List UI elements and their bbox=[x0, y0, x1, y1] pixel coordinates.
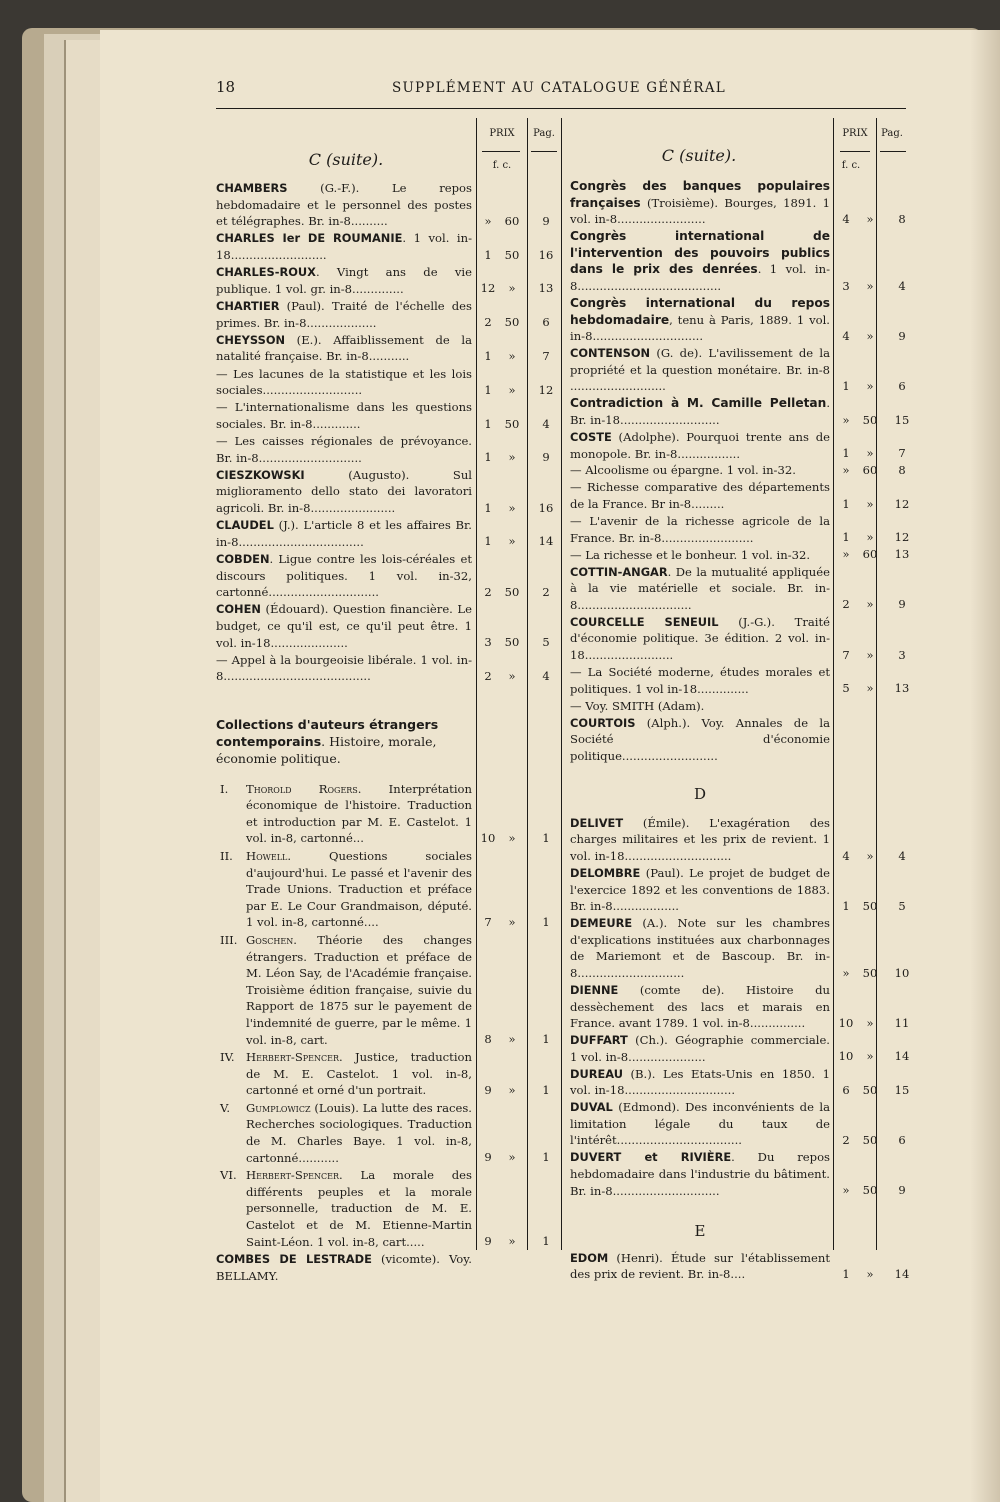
price-francs: » bbox=[842, 547, 850, 562]
price-centimes: » bbox=[866, 496, 874, 511]
price-centimes: » bbox=[508, 1032, 516, 1047]
page-ref: 13 bbox=[894, 681, 910, 696]
entry-text: — L'internationalisme dans les questions sociales. Br. in-8............. bbox=[216, 400, 472, 431]
price-francs: 10 bbox=[838, 1049, 854, 1064]
catalogue-entry bbox=[216, 517, 472, 550]
price-centimes: » bbox=[508, 830, 516, 845]
price-centimes: » bbox=[866, 597, 874, 612]
entry-heading: CHARTIER bbox=[216, 298, 280, 313]
catalogue-entry bbox=[570, 345, 830, 395]
entry-text: — La richesse et le bonheur. 1 vol. in-32. bbox=[570, 547, 811, 562]
price-centimes: » bbox=[866, 446, 874, 461]
entry-text: . Du repos hebdomadaire dans l'industrie du bâtiment. Br. in-8............................. bbox=[570, 1150, 830, 1198]
page-ref: 9 bbox=[898, 328, 906, 343]
price-francs: 1 bbox=[484, 247, 492, 262]
page-ref: 7 bbox=[542, 348, 550, 363]
price-centimes: » bbox=[866, 848, 874, 863]
entry-heading: EDOM bbox=[570, 1250, 609, 1265]
price-centimes: » bbox=[866, 530, 874, 545]
series-number: I. bbox=[220, 781, 229, 796]
catalogue-entry bbox=[570, 228, 830, 294]
running-title: SUPPLÉMENT AU CATALOGUE GÉNÉRAL bbox=[392, 80, 726, 96]
price-francs: » bbox=[484, 213, 492, 228]
catalogue-entry bbox=[570, 915, 830, 981]
entry-heading: CHARLES-ROUX bbox=[216, 265, 316, 280]
entry-text: — Les lacunes de la statistique et les lois sociales........................... bbox=[216, 366, 472, 398]
entry-heading: CHEYSSON bbox=[216, 332, 286, 347]
price-francs: 1 bbox=[842, 496, 850, 511]
price-centimes: 50 bbox=[862, 1133, 878, 1148]
price-centimes: » bbox=[508, 1082, 516, 1097]
entry-text: (Paul). Traité de l'échelle des primes. Br. in-8................... bbox=[216, 298, 472, 330]
series-text: . La morale des différents peuples et la morale personnelle, traduction de M. E. Castelot et de M. Etienne-Martin Saint-Léon. 1 vol. in-8, cart..... bbox=[246, 1168, 472, 1249]
price-francs: 2 bbox=[484, 669, 492, 683]
series-number: II. bbox=[220, 848, 233, 863]
left-pag-rule bbox=[527, 118, 528, 1250]
price-francs: 3 bbox=[842, 278, 850, 293]
entry-heading: Congrès international de l'intervention des pouvoirs publics dans le prix des denrées bbox=[570, 229, 830, 277]
price-centimes: » bbox=[866, 681, 874, 696]
entry-heading: Congrès des banques populaires françaises bbox=[570, 179, 830, 210]
price-francs: 2 bbox=[842, 1133, 850, 1148]
entry-heading: COMBES DE LESTRADE bbox=[216, 1252, 372, 1267]
catalogue-entry bbox=[216, 298, 472, 331]
catalogue-entry bbox=[216, 433, 472, 466]
price-francs: 9 bbox=[484, 1082, 492, 1097]
price-centimes: » bbox=[508, 1150, 516, 1165]
entry-text: . Br. in-18........................... bbox=[570, 396, 830, 427]
price-francs: 9 bbox=[484, 1234, 492, 1249]
price-francs: 1 bbox=[842, 1266, 850, 1281]
entry-text: (G. de). L'avilissement de la propriété et la question monétaire. Br. in-8 .......................... bbox=[570, 346, 830, 394]
entry-heading: COHEN bbox=[216, 602, 261, 617]
price-centimes: 50 bbox=[504, 247, 520, 262]
price-francs: » bbox=[842, 1183, 850, 1198]
entry-text: . Vingt ans de vie publique. 1 vol. gr. in-8.............. bbox=[216, 265, 472, 296]
entry-heading: DUREAU bbox=[570, 1066, 623, 1081]
series-text: (Louis). La lutte des races. Recherches sociologiques. Traduction de M. Charles Baye. 1 vol. in-8, cartonné........... bbox=[246, 1100, 472, 1165]
price-francs: 1 bbox=[484, 450, 492, 465]
left-prix-underline bbox=[482, 151, 520, 152]
entry-heading: Contradiction à M. Camille Pelletan bbox=[570, 396, 827, 411]
series-author: Herbert-Spencer bbox=[246, 1168, 339, 1183]
entry-text: (Paul). Le projet de budget de l'exercice 1892 et les conventions de 1883. Br. in-8.................. bbox=[570, 865, 830, 914]
page-ref: 1 bbox=[542, 914, 550, 929]
catalogue-entry bbox=[570, 865, 830, 915]
price-centimes: » bbox=[866, 1049, 874, 1064]
page-ref: 5 bbox=[898, 898, 906, 913]
entry-text: (Édouard). Question financière. Le budget, ce qu'il est, ce qu'il peut être. 1 vol. in-18..................... bbox=[216, 602, 472, 650]
price-centimes: » bbox=[866, 278, 874, 293]
page-ref: 1 bbox=[542, 1082, 550, 1097]
page-ref: 2 bbox=[542, 584, 550, 599]
catalogue-entry bbox=[570, 462, 830, 479]
price-francs: 5 bbox=[842, 681, 850, 696]
entry-heading: COBDEN bbox=[216, 552, 270, 567]
price-centimes: » bbox=[866, 328, 874, 343]
catalogue-entry bbox=[570, 982, 830, 1032]
series-text: . Théorie des changes étrangers. Traduction et préface de M. Léon Say, de l'Académie française. Troisième édition française, suivie du Rapport de 1875 sur le payement de l'indemnité de guerre, par le même. 1 vol. in-8, cart. bbox=[246, 932, 472, 1047]
catalogue-entry bbox=[570, 513, 830, 546]
catalogue-entry bbox=[570, 1066, 830, 1099]
entry-text: . 1 vol. in-8....................................... bbox=[570, 262, 830, 293]
entry-heading: CIESZKOWSKI bbox=[216, 467, 305, 482]
price-francs: 1 bbox=[842, 898, 850, 913]
catalogue-entry bbox=[570, 547, 830, 564]
entry-text: (Edmond). Des inconvénients de la limitation légale du taux de l'intérêt.................................. bbox=[570, 1100, 830, 1148]
price-centimes: 60 bbox=[862, 463, 878, 478]
catalogue-entry bbox=[570, 395, 830, 428]
right-pag-label: Pag. bbox=[881, 128, 903, 139]
entry-text: (comte de). Histoire du dessèchement des lacs et marais en France. avant 1789. 1 vol. in-8............... bbox=[570, 982, 830, 1031]
page-ref: 16 bbox=[538, 247, 554, 262]
price-centimes: 50 bbox=[862, 898, 878, 913]
series-author: Thorold Rogers bbox=[246, 781, 358, 796]
catalogue-entry bbox=[216, 332, 472, 365]
entry-text: — L'avenir de la richesse agricole de la France. Br. in-8......................... bbox=[570, 514, 830, 545]
entry-heading: COURCELLE SENEUIL bbox=[570, 614, 719, 629]
entry-text: (J.-G.). Traité d'économie politique. 3e édition. 2 vol. in-18........................ bbox=[570, 614, 830, 663]
left-column-title: C (suite). bbox=[308, 150, 384, 169]
catalogue-entry bbox=[570, 295, 830, 345]
page-ref: 8 bbox=[898, 463, 906, 478]
page-ref: 3 bbox=[898, 647, 906, 662]
entry-text: (Émile). L'exagération des charges militaires et les prix de revient. 1 vol. in-18............................. bbox=[570, 815, 830, 863]
page-ref: 4 bbox=[542, 416, 550, 431]
catalogue-entry bbox=[216, 366, 472, 399]
catalogue-entry bbox=[216, 264, 472, 297]
collections-heading bbox=[216, 716, 472, 767]
entry-heading: CONTENSON bbox=[570, 346, 651, 361]
page-ref: 4 bbox=[542, 669, 550, 683]
entry-heading: CHARLES Ier DE ROUMANIE bbox=[216, 231, 403, 246]
price-centimes: 50 bbox=[862, 965, 878, 980]
entry-text: . De la mutualité appliquée à la vie matérielle et sociale. Br. in-8............................... bbox=[570, 564, 830, 612]
price-francs: 4 bbox=[842, 211, 850, 226]
page-number: 18 bbox=[216, 78, 236, 96]
price-centimes: 60 bbox=[862, 547, 878, 562]
entry-text: (vicomte). Voy. BELLAMY. bbox=[216, 1252, 472, 1283]
price-francs: 9 bbox=[484, 1150, 492, 1165]
entry-heading: DUVAL bbox=[570, 1100, 613, 1115]
entry-text: (Adolphe). Pourquoi trente ans de monopole. Br. in-8................. bbox=[570, 429, 830, 461]
series-entry bbox=[246, 1167, 472, 1250]
series-entry bbox=[246, 1049, 472, 1099]
entry-text: (Ch.). Géographie commerciale. 1 vol. in-8..................... bbox=[570, 1033, 830, 1064]
series-entry bbox=[246, 848, 472, 931]
price-francs: 8 bbox=[484, 1032, 492, 1047]
price-francs: » bbox=[842, 463, 850, 478]
catalogue-entry bbox=[570, 715, 830, 765]
price-francs: » bbox=[842, 965, 850, 980]
price-centimes: » bbox=[508, 348, 516, 363]
price-centimes: » bbox=[866, 1266, 874, 1281]
entry-text: — Les caisses régionales de prévoyance. Br. in-8............................ bbox=[216, 434, 472, 465]
series-text: . Questions sociales d'aujourd'hui. Le passé et l'avenir des Trade Unions. Traduction et préface par E. Le Cour Grandmaison, député. 1 vol. in-8, cartonné.... bbox=[246, 848, 472, 930]
entry-text: (A.). Note sur les chambres d'explications instituées aux charbonnages de Mariemont et de Bascoup. Br. in-8............................. bbox=[570, 916, 830, 980]
catalogue-entry bbox=[570, 664, 830, 697]
entry-text: (Henri). Étude sur l'établissement des prix de revient. Br. in-8.... bbox=[570, 1250, 830, 1282]
entry-text: . Ligue contre les lois-céréales et discours politiques. 1 vol. in-32, cartonné.............................. bbox=[216, 552, 472, 600]
price-francs: 4 bbox=[842, 848, 850, 863]
series-number: III. bbox=[220, 932, 238, 947]
catalogue-entry bbox=[570, 1250, 830, 1283]
page-ref: 14 bbox=[538, 534, 554, 549]
price-centimes: 60 bbox=[504, 213, 520, 228]
series-entry bbox=[246, 781, 472, 847]
price-centimes: » bbox=[508, 1234, 516, 1249]
catalogue-entry bbox=[570, 1099, 830, 1149]
series-author: Goschen bbox=[246, 932, 294, 947]
price-francs: 4 bbox=[842, 328, 850, 343]
price-centimes: 50 bbox=[862, 1183, 878, 1198]
page-ref: 4 bbox=[898, 278, 906, 293]
price-francs: 12 bbox=[480, 281, 496, 296]
entry-text: . 1 vol. in-18.......................... bbox=[216, 231, 473, 262]
price-centimes: » bbox=[508, 500, 516, 515]
catalogue-entry bbox=[216, 601, 472, 651]
catalogue-entry bbox=[570, 178, 830, 228]
catalogue-entry bbox=[570, 564, 830, 614]
catalogue-entry bbox=[570, 479, 830, 512]
page-ref: 13 bbox=[538, 281, 554, 296]
price-centimes: » bbox=[508, 382, 516, 397]
entry-heading: COTTIN-ANGAR bbox=[570, 564, 668, 579]
right-prix-underline bbox=[840, 151, 870, 152]
page-ref: 9 bbox=[542, 450, 550, 465]
series-author: Gumplowicz bbox=[246, 1100, 311, 1115]
page-ref: 4 bbox=[898, 848, 906, 863]
entry-text: (Troisième). Bourges, 1891. 1 vol. in-8........................ bbox=[570, 195, 830, 227]
price-centimes: 50 bbox=[862, 1082, 878, 1097]
page-ref: 11 bbox=[894, 1015, 910, 1030]
catalogue-entry bbox=[216, 1251, 472, 1284]
price-francs: 1 bbox=[484, 348, 492, 363]
price-centimes: » bbox=[866, 1015, 874, 1030]
price-centimes: 50 bbox=[862, 412, 878, 427]
entry-text: (J.). L'article 8 et les affaires Br. in-8.................................. bbox=[216, 518, 472, 549]
price-francs: 2 bbox=[484, 584, 492, 599]
catalogue-entry bbox=[570, 698, 830, 715]
series-entry bbox=[246, 1100, 472, 1166]
entry-heading: Congrès international du repos hebdomadaire bbox=[570, 295, 830, 327]
price-francs: 1 bbox=[484, 416, 492, 431]
price-francs: 10 bbox=[838, 1015, 854, 1030]
entry-text: (Augusto). Sul miglioramento dello stato dei lavoratori agricoli. Br. in-8....................... bbox=[216, 467, 472, 516]
catalogue-entry bbox=[570, 1149, 830, 1199]
entry-text: — Appel à la bourgeoisie libérale. 1 vol. in-8........................................ bbox=[216, 652, 472, 684]
page-ref: 1 bbox=[542, 830, 550, 845]
left-pag-underline bbox=[531, 151, 557, 152]
catalogue-entry bbox=[216, 652, 472, 685]
page-ref: 14 bbox=[894, 1049, 910, 1064]
page-ref: 15 bbox=[894, 412, 910, 427]
catalogue-entry bbox=[570, 614, 830, 664]
price-centimes: » bbox=[508, 281, 516, 296]
page-ref: 10 bbox=[894, 965, 910, 980]
page-ref: 12 bbox=[538, 382, 554, 397]
entry-text: (E.). Affaiblissement de la natalité française. Br. in-8........... bbox=[216, 332, 472, 364]
page-ref: 9 bbox=[898, 597, 906, 612]
letter-heading-e: E bbox=[694, 1221, 706, 1240]
collections-title: Collections d'auteurs étrangers contemporains bbox=[216, 716, 439, 749]
page-ref: 5 bbox=[542, 635, 550, 650]
series-author: Howell bbox=[246, 848, 288, 863]
catalogue-entry bbox=[216, 467, 472, 517]
series-text: . Justice, traduction de M. E. Castelot. 1 vol. in-8, cartonné et orné d'un portrait. bbox=[246, 1050, 472, 1098]
page-ref: 6 bbox=[898, 378, 906, 393]
entry-heading: DUFFART bbox=[570, 1033, 628, 1048]
page-ref: 14 bbox=[894, 1266, 910, 1281]
entry-text: (G.-F.). Le repos hebdomadaire et le personnel des postes et télégraphes. Br. in-8.......... bbox=[216, 181, 472, 229]
price-centimes: 50 bbox=[504, 416, 520, 431]
page-ref: 12 bbox=[894, 530, 910, 545]
page-ref: 7 bbox=[898, 446, 906, 461]
series-text: . Interprétation économique de l'histoire. Traduction et introduction par M. E. Castelot. 1 vol. in-8, cartonné... bbox=[246, 781, 472, 846]
price-francs: 10 bbox=[480, 830, 496, 845]
entry-heading: DIENNE bbox=[570, 982, 619, 997]
catalogue-entry bbox=[216, 551, 472, 601]
price-centimes: » bbox=[508, 450, 516, 465]
price-francs: 1 bbox=[484, 382, 492, 397]
entry-heading: DUVERT et RIVIÈRE bbox=[570, 1150, 732, 1165]
entry-text: — Voy. SMITH (Adam). bbox=[570, 698, 705, 713]
price-francs: 2 bbox=[842, 597, 850, 612]
series-author: Herbert-Spencer bbox=[246, 1050, 339, 1065]
left-pag-label: Pag. bbox=[533, 128, 555, 139]
right-prix-label: PRIX bbox=[842, 128, 868, 139]
page-ref: 1 bbox=[542, 1150, 550, 1165]
catalogue-entry bbox=[570, 1032, 830, 1065]
page-ref: 12 bbox=[894, 496, 910, 511]
entry-heading: DEMEURE bbox=[570, 916, 633, 931]
price-centimes: 50 bbox=[504, 635, 520, 650]
price-centimes: » bbox=[866, 647, 874, 662]
page-ref: 8 bbox=[898, 211, 906, 226]
page-ref: 13 bbox=[894, 547, 910, 562]
entry-text: (B.). Les Etats-Unis en 1850. 1 vol. in-18.............................. bbox=[570, 1066, 830, 1098]
series-number: V. bbox=[220, 1100, 231, 1115]
price-centimes: » bbox=[508, 534, 516, 549]
page-ref: 6 bbox=[542, 315, 550, 330]
left-prix-label: PRIX bbox=[489, 128, 515, 139]
left-fc-label: f. c. bbox=[492, 160, 512, 171]
price-francs: 6 bbox=[842, 1082, 850, 1097]
header-rule bbox=[216, 108, 906, 109]
price-francs: 7 bbox=[842, 647, 850, 662]
price-francs: 1 bbox=[484, 534, 492, 549]
price-centimes: » bbox=[866, 378, 874, 393]
price-francs: » bbox=[842, 412, 850, 427]
right-fc-label: f. c. bbox=[841, 160, 861, 171]
entry-heading: COURTOIS bbox=[570, 715, 636, 730]
catalogue-entry bbox=[216, 180, 472, 230]
series-number: VI. bbox=[220, 1168, 237, 1183]
entry-heading: DELOMBRE bbox=[570, 865, 641, 880]
price-centimes: » bbox=[866, 211, 874, 226]
collections-text: . Histoire, morale, économie politique. bbox=[216, 733, 437, 766]
page-ref: 1 bbox=[542, 1234, 550, 1249]
price-centimes: 50 bbox=[504, 584, 520, 599]
catalogue-entry bbox=[216, 230, 472, 263]
catalogue-entry bbox=[216, 399, 472, 432]
page-ref: 1 bbox=[542, 1032, 550, 1047]
price-francs: 1 bbox=[842, 446, 850, 461]
entry-heading: CHAMBERS bbox=[216, 181, 288, 195]
center-rule bbox=[561, 118, 562, 1250]
page-ref: 16 bbox=[538, 500, 554, 515]
price-centimes: 50 bbox=[504, 315, 520, 330]
entry-text: — La Société moderne, études morales et politiques. 1 vol in-18.............. bbox=[570, 665, 830, 696]
page-ref: 9 bbox=[542, 213, 550, 228]
catalogue-entry bbox=[570, 815, 830, 865]
price-centimes: » bbox=[508, 914, 516, 929]
series-entry bbox=[246, 932, 472, 1048]
entry-text: (Alph.). Voy. Annales de la Société d'économie politique.......................... bbox=[570, 715, 830, 763]
entry-text: — Richesse comparative des départements de la France. Br in-8......... bbox=[570, 480, 830, 512]
entry-heading: CLAUDEL bbox=[216, 518, 274, 533]
right-pag-underline bbox=[880, 151, 906, 152]
entry-text: — Alcoolisme ou épargne. 1 vol. in-32. bbox=[570, 463, 796, 478]
price-francs: 3 bbox=[484, 635, 492, 650]
price-francs: 1 bbox=[842, 378, 850, 393]
series-number: IV. bbox=[220, 1050, 235, 1065]
price-francs: 1 bbox=[484, 500, 492, 515]
entry-heading: COSTE bbox=[570, 429, 612, 444]
price-francs: 1 bbox=[842, 530, 850, 545]
right-column-title: C (suite). bbox=[661, 146, 737, 165]
entry-heading: DELIVET bbox=[570, 815, 624, 830]
catalogue-entry bbox=[570, 429, 830, 462]
page-ref: 15 bbox=[894, 1082, 910, 1097]
price-francs: 7 bbox=[484, 914, 492, 929]
price-centimes: » bbox=[508, 669, 516, 683]
entry-text: , tenu à Paris, 1889. 1 vol. in-8.............................. bbox=[570, 312, 830, 344]
page-ref: 6 bbox=[898, 1133, 906, 1148]
letter-heading-d: D bbox=[693, 784, 707, 803]
price-francs: 2 bbox=[484, 315, 492, 330]
page-ref: 9 bbox=[898, 1183, 906, 1198]
